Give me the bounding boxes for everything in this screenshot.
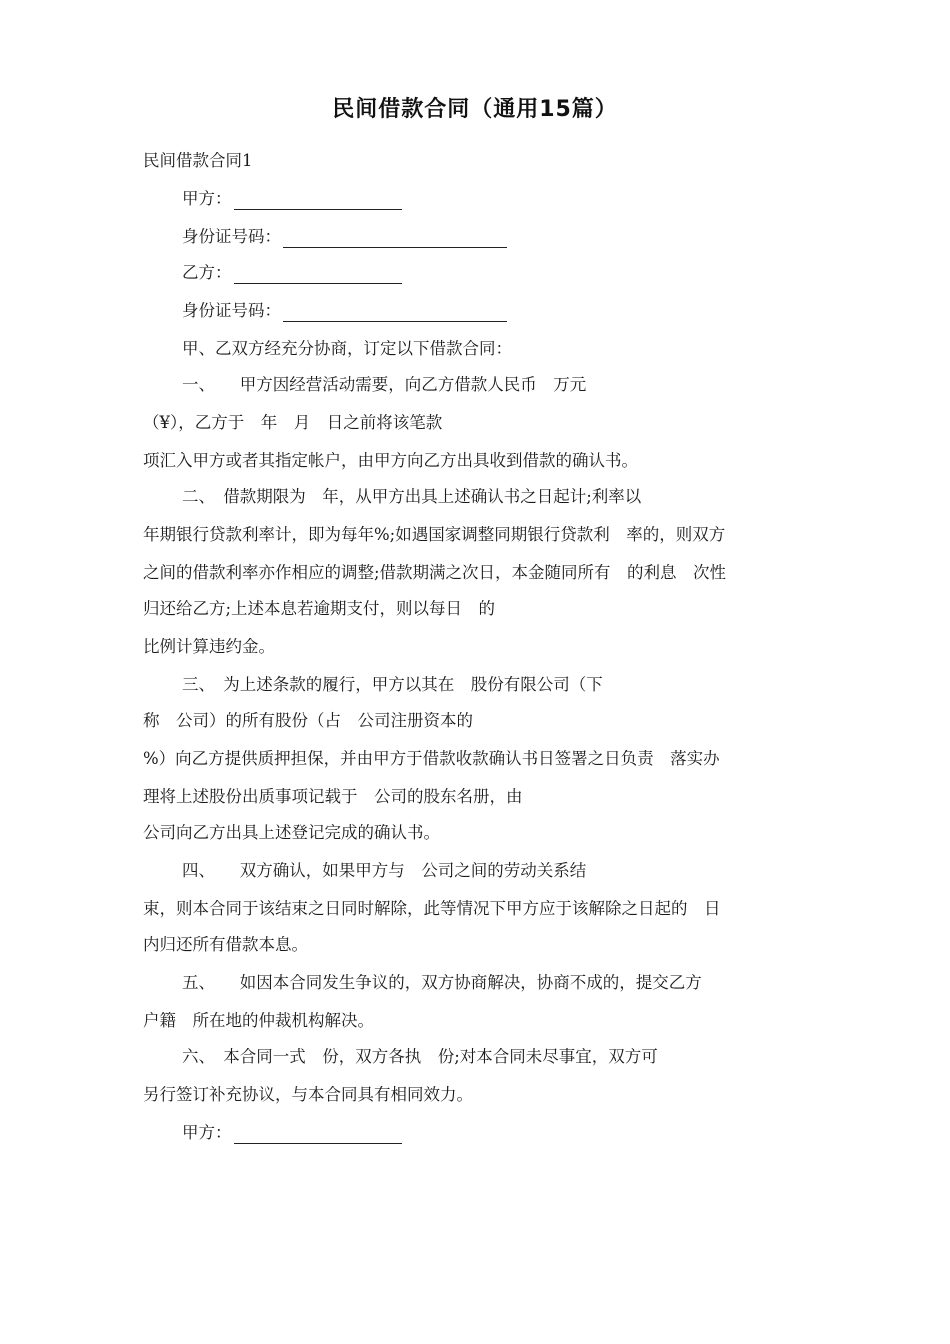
clause-2-line-4: 归还给乙方;上述本息若逾期支付，则以每日 的 (143, 599, 496, 618)
party-a-label: 甲方： (182, 189, 232, 208)
clause-5-line-1: 五、 如因本合同发生争议的，双方协商解决，协商不成的，提交乙方 (182, 973, 702, 992)
party-b-id-label: 身份证号码： (182, 301, 281, 320)
document-title: 民间借款合同（通用15篇） (332, 97, 618, 122)
party-a-id-blank (283, 229, 507, 248)
clause-1-line-2: （¥），乙方于 年 月 日之前将该笔款 (143, 413, 443, 432)
clause-2-line-3: 之间的借款利率亦作相应的调整;借款期满之次日，本金随同所有 的利息 次性 (143, 563, 727, 582)
clause-3-line-5: 公司向乙方出具上述登记完成的确认书。 (143, 823, 440, 842)
clause-5-line-2: 户籍 所在地的仲裁机构解决。 (143, 1011, 374, 1030)
section-heading: 民间借款合同1 (143, 151, 253, 170)
clause-3-line-1: 三、 为上述条款的履行，甲方以其在 股份有限公司（下 (182, 675, 603, 694)
closing-party-a-field (182, 1122, 402, 1144)
closing-party-a-blank (234, 1125, 402, 1144)
clause-1-line-3: 项汇入甲方或者其指定帐户，由甲方向乙方出具收到借款的确认书。 (143, 451, 638, 470)
clause-2-line-2: 年期银行贷款利率计，即为每年%;如遇国家调整同期银行贷款利 率的，则双方 (143, 525, 726, 544)
clause-1-line-1: 一、 甲方因经营活动需要，向乙方借款人民币 万元 (182, 375, 587, 394)
party-a-id-label: 身份证号码： (182, 227, 281, 246)
clause-3-line-4: 理将上述股份出质事项记载于 公司的股东名册，由 (143, 787, 523, 806)
clause-3-line-2: 称 公司）的所有股份（占 公司注册资本的 (143, 711, 473, 730)
clause-6-line-2: 另行签订补充协议，与本合同具有相同效力。 (143, 1085, 473, 1104)
party-a-blank (234, 191, 402, 210)
party-b-blank (234, 265, 402, 284)
party-b-field (182, 262, 402, 284)
clause-2-line-1: 二、 借款期限为 年，从甲方出具上述确认书之日起计;利率以 (182, 487, 642, 506)
closing-party-a-label: 甲方： (182, 1123, 232, 1142)
clause-3-line-3: %）向乙方提供质押担保，并由甲方于借款收款确认书日签署之日负责 落实办 (143, 749, 720, 768)
clause-4-line-3: 内归还所有借款本息。 (143, 935, 308, 954)
party-b-id-blank (283, 303, 507, 322)
clause-2-line-5: 比例计算违约金。 (143, 637, 275, 656)
party-a-id-field (182, 226, 507, 248)
intro-line: 甲、乙双方经充分协商，订定以下借款合同： (182, 339, 512, 358)
clause-4-line-1: 四、 双方确认，如果甲方与 公司之间的劳动关系结 (182, 861, 587, 880)
party-b-id-field (182, 300, 507, 322)
clause-4-line-2: 束，则本合同于该结束之日同时解除，此等情况下甲方应于该解除之日起的 日 (143, 899, 721, 918)
party-b-label: 乙方： (182, 263, 232, 282)
party-a-field (182, 188, 402, 210)
clause-6-line-1: 六、 本合同一式 份，双方各执 份;对本合同未尽事宜，双方可 (182, 1047, 658, 1066)
